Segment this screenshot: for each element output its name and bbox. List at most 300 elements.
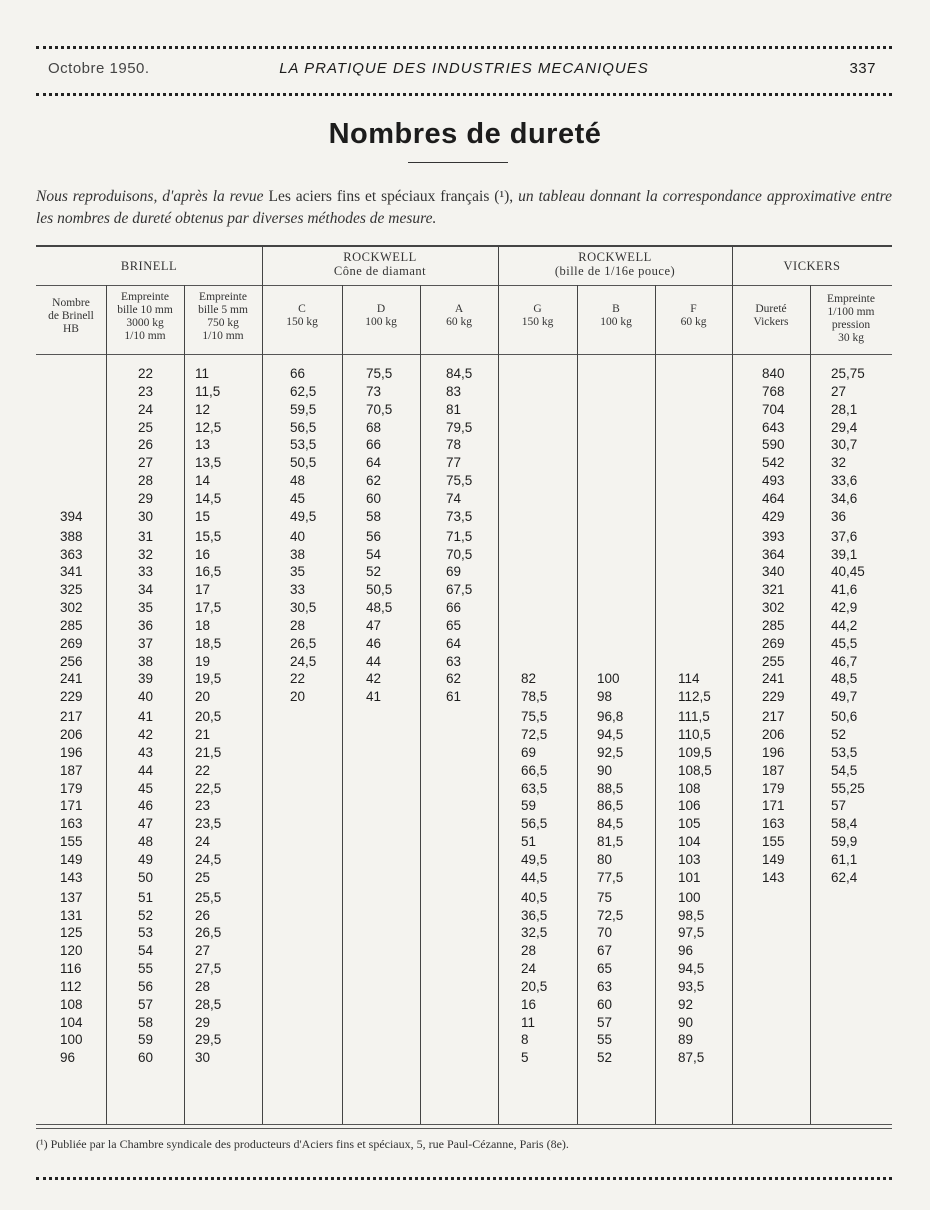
table-cell-rockwell-g: 11: [521, 1014, 536, 1030]
table-cell-rockwell-c: 49,5: [290, 508, 317, 524]
table-cell-imprint-10mm: 26: [138, 437, 154, 453]
table-cell-rockwell-g: 20,5: [521, 978, 548, 994]
table-cell-vickers-imprint: 45,5: [831, 635, 858, 651]
table-cell-rockwell-d: 46: [366, 635, 382, 651]
table-cell-rockwell-b: 86,5: [597, 798, 624, 814]
table-cell-rockwell-f: 87,5: [678, 1050, 705, 1066]
table-cell-rockwell-f: 108: [678, 780, 701, 796]
table-cell-rockwell-a: 73,5: [446, 508, 473, 524]
table-cell-vickers-imprint: 50,6: [831, 709, 858, 725]
table-cell-imprint-5mm: 16: [195, 546, 211, 562]
table-cell-hb: 116: [60, 961, 82, 977]
table-cell-rockwell-f: 97,5: [678, 925, 705, 941]
table-cell-vickers-imprint: 32: [831, 455, 847, 471]
table-cell-vickers-imprint: 59,9: [831, 834, 858, 850]
table-cell-imprint-5mm: 17,5: [195, 600, 222, 616]
column-header-line: 1/100 mm: [827, 306, 875, 318]
table-cell-rockwell-g: 59: [521, 798, 537, 814]
column-header-imprint-5mm: [184, 291, 262, 343]
table-cell-hb: 163: [60, 816, 83, 832]
table-cell-vickers-hardness: 179: [762, 780, 785, 796]
divider-col-c: [342, 285, 343, 1124]
column-header-line: Nombre: [52, 297, 90, 309]
table-cell-imprint-10mm: 44: [138, 762, 154, 778]
column-header-line: 30 kg: [838, 332, 864, 344]
table-cell-imprint-10mm: 59: [138, 1032, 154, 1048]
table-cell-imprint-10mm: 23: [138, 383, 154, 399]
table-cell-imprint-5mm: 27,5: [195, 961, 222, 977]
table-cell-imprint-10mm: 49: [138, 851, 154, 867]
table-cell-rockwell-f: 105: [678, 816, 701, 832]
table-cell-rockwell-f: 111,5: [678, 709, 710, 725]
table-cell-rockwell-c: 62,5: [290, 383, 317, 399]
table-cell-rockwell-a: 67,5: [446, 582, 473, 598]
column-header-rockwell-g: [498, 303, 577, 329]
table-cell-imprint-10mm: 25: [138, 419, 154, 435]
table-cell-rockwell-d: 66: [366, 437, 382, 453]
table-cell-imprint-5mm: 16,5: [195, 564, 222, 580]
table-cell-rockwell-f: 89: [678, 1032, 694, 1048]
table-cell-imprint-10mm: 34: [138, 582, 154, 598]
table-cell-hb: 96: [60, 1050, 76, 1066]
table-cell-rockwell-a: 65: [446, 617, 462, 633]
table-cell-vickers-hardness: 768: [762, 383, 785, 399]
table-cell-vickers-hardness: 302: [762, 600, 785, 616]
table-cell-imprint-10mm: 54: [138, 943, 154, 959]
table-cell-imprint-10mm: 41: [138, 709, 154, 725]
table-cell-imprint-10mm: 27: [138, 455, 154, 471]
table-cell-imprint-5mm: 28,5: [195, 996, 222, 1012]
table-cell-imprint-10mm: 35: [138, 600, 154, 616]
table-cell-rockwell-g: 63,5: [521, 780, 548, 796]
table-cell-hb: 104: [60, 1014, 83, 1030]
group-header-rockwell-ball-line-1: ROCKWELL: [578, 250, 652, 264]
table-cell-imprint-10mm: 28: [138, 473, 154, 489]
table-cell-rockwell-b: 90: [597, 762, 613, 778]
table-cell-rockwell-f: 110,5: [678, 727, 711, 742]
table-cell-hb: 302: [60, 600, 83, 616]
table-cell-imprint-5mm: 24,5: [195, 851, 222, 867]
table-cell-rockwell-b: 60: [597, 996, 613, 1012]
table-cell-imprint-5mm: 27: [195, 943, 211, 959]
table-cell-imprint-10mm: 40: [138, 689, 154, 705]
column-header-line: pression: [831, 319, 871, 331]
table-cell-hb: 229: [60, 689, 83, 705]
table-cell-rockwell-g: 75,5: [521, 709, 548, 725]
table-cell-imprint-5mm: 14,5: [195, 490, 222, 506]
table-cell-rockwell-b: 80: [597, 851, 613, 867]
table-cell-rockwell-b: 84,5: [597, 816, 624, 832]
table-cell-imprint-10mm: 24: [138, 401, 154, 417]
table-cell-rockwell-b: 75: [597, 889, 613, 905]
table-cell-hb: 112: [60, 978, 82, 994]
table-bottom-rule: [36, 1124, 892, 1125]
table-cell-imprint-5mm: 26,5: [195, 925, 222, 941]
table-cell-hb: 341: [60, 564, 83, 580]
table-cell-rockwell-d: 68: [366, 419, 382, 435]
table-cell-vickers-hardness: 840: [762, 366, 785, 381]
table-cell-rockwell-c: 35: [290, 564, 306, 580]
column-header-rockwell-d: [342, 303, 420, 329]
group-header-rockwell-diamond-line-2: Cône de diamant: [333, 264, 427, 278]
table-cell-rockwell-b: 88,5: [597, 780, 624, 796]
table-cell-rockwell-b: 70: [597, 925, 613, 941]
table-cell-vickers-imprint: 30,7: [831, 437, 858, 453]
table-cell-hb: 388: [60, 528, 83, 544]
table-cell-rockwell-g: 69: [521, 744, 537, 760]
table-cell-imprint-10mm: 52: [138, 907, 154, 923]
table-cell-rockwell-c: 56,5: [290, 419, 317, 435]
table-cell-rockwell-f: 98,5: [678, 907, 705, 923]
table-cell-rockwell-g: 32,5: [521, 925, 548, 941]
column-header-line: HB: [63, 323, 79, 335]
table-cell-rockwell-f: 90: [678, 1014, 694, 1030]
column-header-line: bille 5 mm: [198, 304, 248, 316]
table-cell-vickers-hardness: 429: [762, 508, 785, 524]
table-cell-vickers-imprint: 57: [831, 798, 847, 814]
table-cell-vickers-hardness: 643: [762, 419, 785, 435]
table-cell-imprint-10mm: 30: [138, 508, 154, 524]
column-header-line: 60 kg: [680, 316, 707, 328]
table-cell-rockwell-f: 104: [678, 834, 701, 850]
column-header-line: 1/10 mm: [124, 330, 166, 342]
table-cell-rockwell-d: 52: [366, 564, 382, 580]
table-cell-rockwell-d: 48,5: [366, 600, 393, 616]
column-header-line: C: [298, 303, 306, 315]
table-cell-rockwell-c: 28: [290, 617, 306, 633]
divider-col-hb: [106, 285, 107, 1124]
table-cell-rockwell-b: 100: [597, 671, 620, 687]
table-cell-vickers-hardness: 321: [762, 582, 785, 598]
column-header-rockwell-f: [655, 303, 732, 329]
table-cell-imprint-5mm: 22,5: [195, 780, 222, 796]
table-cell-rockwell-f: 103: [678, 851, 701, 867]
table-cell-imprint-5mm: 20,5: [195, 709, 222, 725]
table-cell-vickers-hardness: 590: [762, 437, 785, 453]
table-cell-vickers-hardness: 171: [762, 798, 785, 814]
table-cell-rockwell-f: 92: [678, 996, 694, 1012]
table-cell-vickers-hardness: 269: [762, 635, 785, 651]
table-cell-vickers-imprint: 28,1: [831, 401, 858, 417]
table-cell-imprint-5mm: 20: [195, 689, 211, 705]
table-cell-imprint-5mm: 11,5: [195, 383, 221, 399]
table-cell-vickers-imprint: 61,1: [831, 851, 858, 867]
table-cell-vickers-imprint: 41,6: [831, 582, 858, 598]
divider-col-d: [420, 285, 421, 1124]
table-cell-rockwell-d: 44: [366, 653, 382, 669]
table-cell-hb: 363: [60, 546, 83, 562]
table-cell-rockwell-f: 100: [678, 889, 701, 905]
table-cell-rockwell-a: 61: [446, 689, 462, 705]
table-cell-rockwell-f: 112,5: [678, 689, 711, 705]
column-header-rockwell-b: [577, 303, 655, 329]
table-cell-rockwell-a: 62: [446, 671, 462, 687]
table-cell-rockwell-b: 98: [597, 689, 613, 705]
table-cell-rockwell-b: 55: [597, 1032, 613, 1048]
column-header-line: 100 kg: [365, 316, 397, 328]
table-cell-rockwell-g: 24: [521, 961, 537, 977]
table-cell-rockwell-d: 64: [366, 455, 382, 471]
divider-group-1: [262, 246, 263, 1124]
table-cell-rockwell-b: 72,5: [597, 907, 624, 923]
group-header-rockwell-ball: [498, 250, 732, 278]
table-cell-imprint-5mm: 29: [195, 1014, 211, 1030]
table-cell-hb: 108: [60, 996, 83, 1012]
table-cell-hb: 241: [60, 671, 83, 687]
table-cell-hb: 120: [60, 943, 83, 959]
table-cell-vickers-hardness: 542: [762, 455, 785, 471]
table-cell-imprint-10mm: 53: [138, 925, 154, 941]
table-cell-rockwell-d: 73: [366, 383, 382, 399]
table-cell-vickers-hardness: 285: [762, 617, 785, 633]
group-header-rockwell-ball-line-2: (bille de 1/16e pouce): [554, 264, 676, 278]
table-cell-rockwell-b: 94,5: [597, 727, 624, 742]
table-cell-vickers-hardness: 187: [762, 762, 785, 778]
table-cell-imprint-10mm: 56: [138, 978, 154, 994]
table-cell-imprint-5mm: 22: [195, 762, 211, 778]
table-cell-rockwell-d: 41: [366, 689, 382, 705]
table-cell-imprint-10mm: 33: [138, 564, 154, 580]
table-cell-vickers-imprint: 54,5: [831, 762, 858, 778]
table-cell-rockwell-c: 53,5: [290, 437, 317, 453]
table-cell-vickers-imprint: 37,6: [831, 528, 858, 544]
table-cell-vickers-imprint: 55,25: [831, 780, 865, 796]
table-cell-rockwell-c: 50,5: [290, 455, 317, 471]
table-cell-imprint-5mm: 18: [195, 617, 211, 633]
table-cell-rockwell-g: 78,5: [521, 689, 548, 705]
table-cell-imprint-10mm: 50: [138, 869, 154, 885]
top-dotted-rule-2: [36, 93, 892, 96]
table-cell-rockwell-a: 66: [446, 600, 462, 616]
table-cell-hb: 171: [60, 798, 83, 814]
table-cell-rockwell-b: 77,5: [597, 869, 624, 885]
table-cell-rockwell-d: 54: [366, 546, 382, 562]
table-cell-imprint-5mm: 21: [195, 727, 211, 742]
table-cell-rockwell-f: 96: [678, 943, 694, 959]
divider-col-b: [655, 285, 656, 1124]
table-cell-vickers-imprint: 29,4: [831, 419, 858, 435]
group-header-brinell-text: BRINELL: [120, 259, 178, 273]
table-cell-rockwell-d: 47: [366, 617, 382, 633]
table-cell-imprint-5mm: 23,5: [195, 816, 222, 832]
table-cell-rockwell-c: 22: [290, 671, 306, 687]
table-cell-imprint-5mm: 26: [195, 907, 211, 923]
column-header-line: Vickers: [753, 316, 789, 328]
table-cell-rockwell-g: 66,5: [521, 762, 548, 778]
table-cell-imprint-5mm: 12: [195, 401, 211, 417]
table-cell-rockwell-c: 33: [290, 582, 306, 598]
column-header-line: Empreinte: [827, 293, 875, 305]
table-cell-imprint-10mm: 32: [138, 546, 154, 562]
table-cell-rockwell-b: 67: [597, 943, 613, 959]
table-cell-imprint-10mm: 31: [138, 528, 154, 544]
group-header-rockwell-diamond: [262, 250, 498, 278]
table-cell-rockwell-c: 48: [290, 473, 306, 489]
table-cell-imprint-5mm: 13,5: [195, 455, 222, 471]
intro-paragraph: [36, 186, 892, 230]
table-cell-rockwell-g: 56,5: [521, 816, 548, 832]
table-cell-hb: 196: [60, 744, 83, 760]
column-header-line: 150 kg: [286, 316, 318, 328]
column-header-line: Empreinte: [121, 291, 169, 303]
table-cell-hb: 100: [60, 1032, 83, 1048]
column-header-line: D: [376, 303, 386, 315]
table-cell-imprint-10mm: 22: [138, 366, 154, 381]
table-cell-rockwell-g: 28: [521, 943, 537, 959]
table-cell-rockwell-d: 62: [366, 473, 382, 489]
table-cell-imprint-10mm: 38: [138, 653, 154, 669]
table-cell-imprint-10mm: 42: [138, 727, 154, 742]
table-cell-rockwell-f: 94,5: [678, 961, 705, 977]
table-cell-imprint-10mm: 57: [138, 996, 154, 1012]
table-cell-rockwell-g: 8: [521, 1032, 529, 1048]
table-cell-imprint-5mm: 28: [195, 978, 211, 994]
table-cell-imprint-5mm: 18,5: [195, 635, 222, 651]
group-header-vickers-text: VICKERS: [783, 259, 841, 273]
table-cell-rockwell-d: 50,5: [366, 582, 393, 598]
table-cell-imprint-5mm: 25: [195, 869, 211, 885]
table-cell-imprint-5mm: 21,5: [195, 744, 222, 760]
table-cell-vickers-imprint: 42,9: [831, 600, 858, 616]
column-header-line: 100 kg: [600, 316, 632, 328]
table-cell-hb: 217: [60, 709, 83, 725]
column-header-line: A: [454, 303, 464, 315]
table-cell-rockwell-g: 5: [521, 1050, 529, 1066]
table-cell-vickers-hardness: 340: [762, 564, 785, 580]
table-cell-rockwell-a: 81: [446, 401, 462, 417]
table-cell-imprint-10mm: 48: [138, 834, 154, 850]
header-date: Octobre 1950.: [48, 60, 150, 77]
table-cell-rockwell-a: 83: [446, 383, 462, 399]
table-cell-rockwell-a: 84,5: [446, 366, 473, 381]
table-cell-imprint-10mm: 60: [138, 1050, 154, 1066]
table-cell-imprint-5mm: 11: [195, 366, 210, 381]
table-cell-hb: 269: [60, 635, 83, 651]
table-cell-vickers-imprint: 48,5: [831, 671, 858, 687]
running-header: [36, 58, 892, 82]
table-cell-rockwell-c: 24,5: [290, 653, 317, 669]
page-number: 337: [849, 60, 876, 77]
table-cell-rockwell-g: 40,5: [521, 889, 548, 905]
table-cell-vickers-imprint: 58,4: [831, 816, 858, 832]
table-cell-imprint-5mm: 19,5: [195, 671, 222, 687]
table-cell-vickers-hardness: 255: [762, 653, 785, 669]
table-cell-rockwell-a: 70,5: [446, 546, 473, 562]
table-cell-hb: 206: [60, 727, 83, 742]
column-header-imprint-10mm: [106, 291, 184, 343]
table-cell-vickers-imprint: 34,6: [831, 490, 858, 506]
bottom-dotted-rule: [36, 1177, 892, 1180]
table-cell-rockwell-g: 82: [521, 671, 537, 687]
table-cell-vickers-hardness: 493: [762, 473, 785, 489]
table-cell-vickers-imprint: 62,4: [831, 869, 858, 885]
table-cell-imprint-10mm: 37: [138, 635, 154, 651]
intro-part-3: un tableau donnant la correspondance approximative entre les nombres de dureté obtenus par diverses méthodes de mesure.: [36, 188, 893, 227]
table-cell-vickers-hardness: 704: [762, 401, 785, 417]
header-journal-title: LA PRATIQUE DES INDUSTRIES MECANIQUES: [279, 60, 649, 77]
table-cell-imprint-5mm: 30: [195, 1050, 211, 1066]
table-cell-rockwell-b: 65: [597, 961, 613, 977]
table-cell-hb: 155: [60, 834, 83, 850]
table-cell-rockwell-a: 74: [446, 490, 462, 506]
table-cell-rockwell-b: 92,5: [597, 744, 624, 760]
table-cell-imprint-10mm: 36: [138, 617, 154, 633]
column-header-line: 1/10 mm: [202, 330, 244, 342]
table-cell-rockwell-c: 66: [290, 366, 306, 381]
column-header-line: Empreinte: [199, 291, 247, 303]
table-cell-rockwell-d: 56: [366, 528, 382, 544]
table-cell-rockwell-b: 52: [597, 1050, 613, 1066]
column-header-rockwell-c: [262, 303, 342, 329]
table-cell-imprint-10mm: 47: [138, 816, 154, 832]
table-cell-imprint-5mm: 23: [195, 798, 211, 814]
table-cell-rockwell-c: 45: [290, 490, 306, 506]
table-cell-rockwell-c: 26,5: [290, 635, 317, 651]
divider-col-g: [577, 285, 578, 1124]
table-cell-rockwell-g: 44,5: [521, 869, 548, 885]
table-cell-vickers-imprint: 39,1: [831, 546, 858, 562]
table-bottom-rule-2: [36, 1128, 892, 1129]
table-cell-vickers-imprint: 27: [831, 383, 847, 399]
table-cell-imprint-10mm: 29: [138, 490, 154, 506]
table-cell-rockwell-b: 57: [597, 1014, 613, 1030]
table-cell-vickers-imprint: 40,45: [831, 564, 865, 580]
page-title: Nombres de dureté: [328, 118, 602, 150]
column-header-hb: [36, 297, 106, 336]
table-cell-vickers-hardness: 163: [762, 816, 785, 832]
column-header-line: G: [533, 303, 542, 315]
table-cell-vickers-hardness: 149: [762, 851, 785, 867]
column-header-line: F: [690, 303, 697, 315]
table-top-rule: [36, 245, 892, 247]
divider-group-2: [498, 246, 499, 1124]
table-cell-hb: 394: [60, 508, 83, 524]
table-cell-rockwell-a: 64: [446, 635, 462, 651]
group-header-rule: [36, 285, 892, 286]
column-header-rule: [36, 354, 892, 355]
table-cell-vickers-hardness: 393: [762, 528, 785, 544]
column-header-line: 150 kg: [521, 316, 554, 328]
table-cell-imprint-5mm: 17: [195, 582, 211, 598]
table-cell-rockwell-f: 93,5: [678, 978, 705, 994]
table-cell-imprint-10mm: 55: [138, 961, 154, 977]
table-cell-vickers-imprint: 53,5: [831, 744, 858, 760]
column-header-line: 750 kg: [207, 317, 239, 329]
table-cell-imprint-5mm: 13: [195, 437, 211, 453]
table-cell-vickers-hardness: 143: [762, 869, 785, 885]
top-dotted-rule-1: [36, 46, 892, 49]
table-cell-imprint-5mm: 15,5: [195, 528, 222, 544]
table-cell-rockwell-g: 51: [521, 834, 537, 850]
table-cell-vickers-imprint: 33,6: [831, 473, 858, 489]
table-cell-rockwell-c: 38: [290, 546, 306, 562]
table-cell-hb: 179: [60, 780, 83, 796]
table-cell-imprint-10mm: 39: [138, 671, 154, 687]
table-cell-rockwell-c: 40: [290, 528, 306, 544]
table-cell-imprint-5mm: 24: [195, 834, 211, 850]
table-cell-vickers-hardness: 364: [762, 546, 785, 562]
table-cell-vickers-hardness: 464: [762, 490, 785, 506]
table-cell-hb: 125: [60, 925, 83, 941]
column-header-line: Dureté: [755, 303, 787, 315]
group-header-vickers: [732, 259, 892, 273]
table-cell-vickers-imprint: 25,75: [831, 366, 865, 381]
table-cell-vickers-imprint: 49,7: [831, 689, 858, 705]
table-cell-rockwell-f: 108,5: [678, 762, 712, 778]
title-underline: [408, 162, 508, 163]
intro-part-2: Les aciers fins et spéciaux français (¹),: [268, 188, 514, 205]
table-cell-hb: 131: [60, 907, 83, 923]
